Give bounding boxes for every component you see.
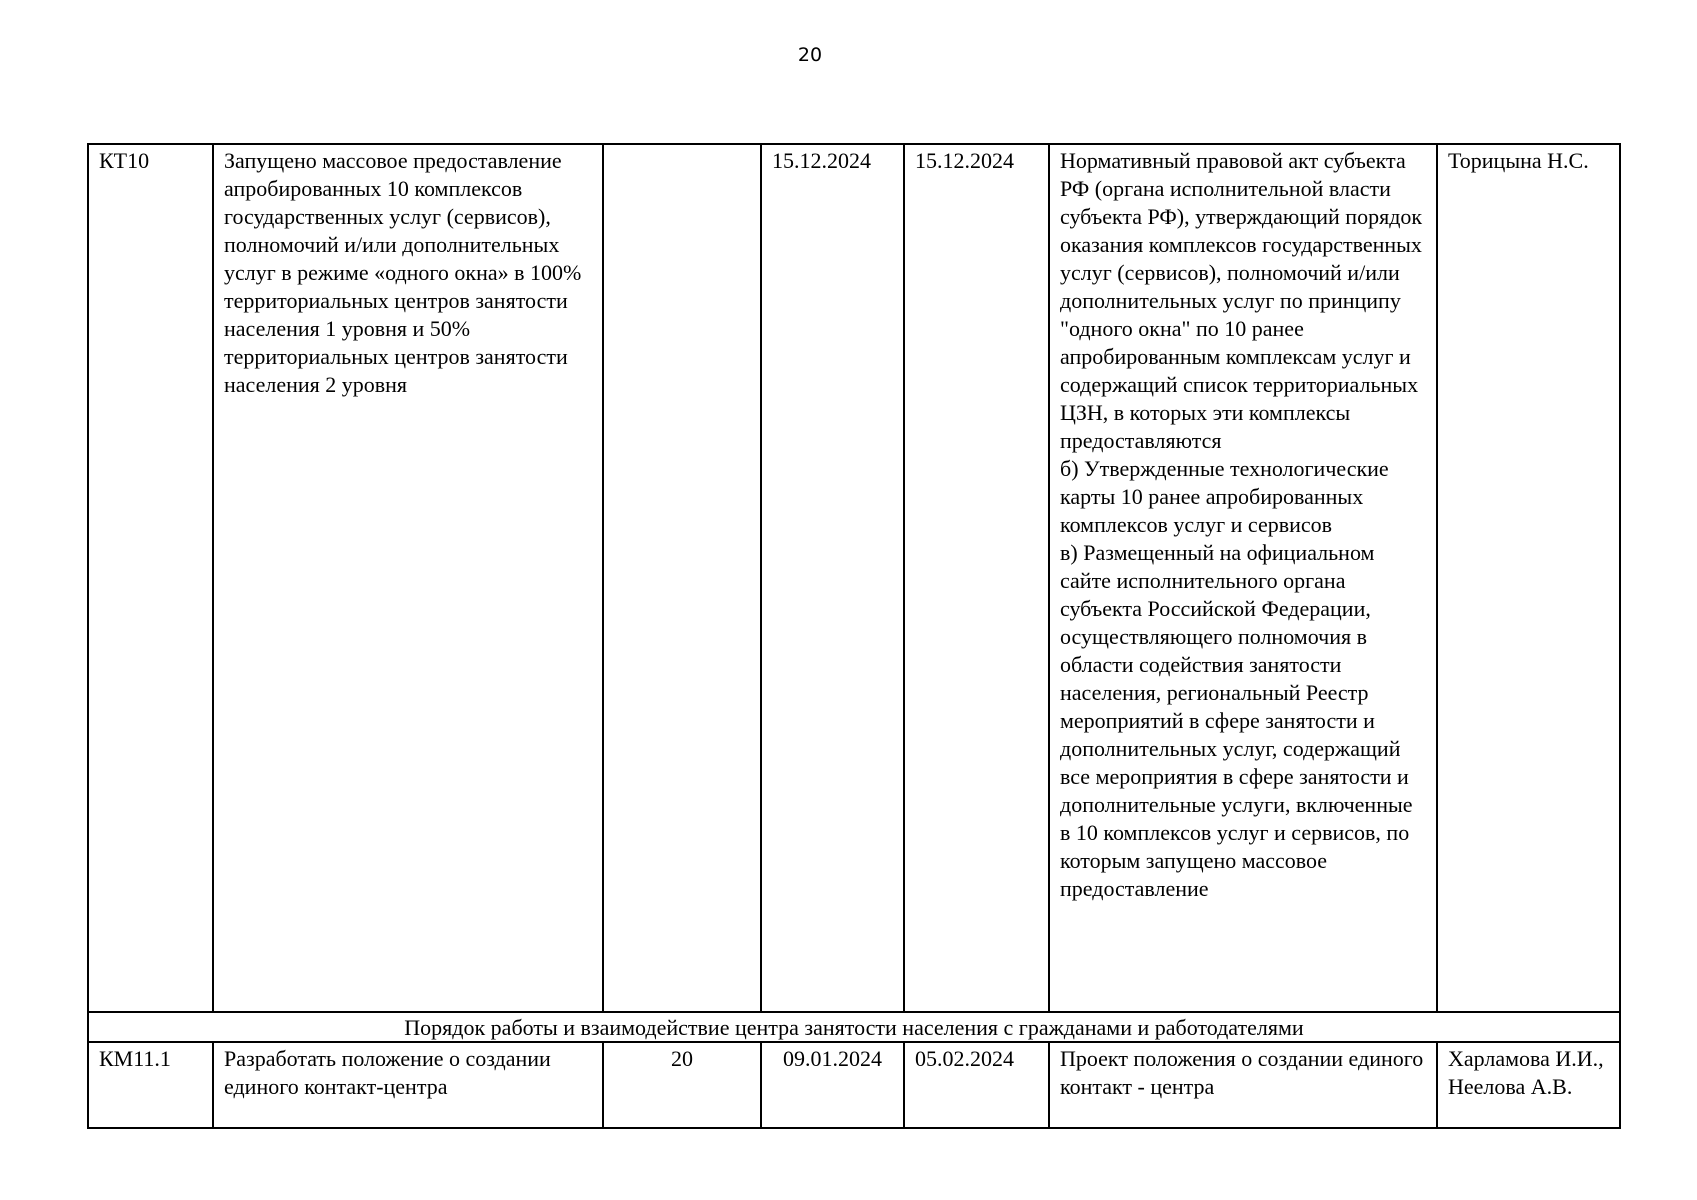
row-start-date: 15.12.2024 (761, 144, 904, 1012)
row-duration (603, 144, 761, 1012)
row-responsible: Торицына Н.С. (1437, 144, 1620, 1012)
row-responsible: Харламова И.И., Неелова А.В. (1437, 1042, 1620, 1128)
row-code: КМ11.1 (88, 1042, 213, 1128)
plan-table (87, 143, 1621, 1129)
row-duration: 20 (603, 1042, 761, 1128)
row-result: Проект положения о создании единого контакт - центра (1049, 1042, 1437, 1128)
row-result: Нормативный правовой акт субъекта РФ (органа исполнительной власти субъекта РФ), утверждающий порядок оказания комплексов государственных услуг (сервисов), полномочий и/или дополнительных услуг по принципу "одного окна" по 10 ранее апробированным комплексам услуг и содержащий список территориальных ЦЗН, в которых эти комплексы предоставляются б) Утвержденные технологические карты 10 ранее апробированных комплексов услуг и сервисов в) Размещенный на официальном сайте исполнительного органа субъекта Российской Федерации, осуществляющего полномочия в области содействия занятости населения, региональный Реестр мероприятий в сфере занятости и дополнительных услуг, содержащий все мероприятия в сфере занятости и дополнительные услуги, включенные в 10 комплексов услуг и сервисов, по которым запущено массовое предоставление (1049, 144, 1437, 1012)
table-row (88, 144, 1620, 1012)
row-end-date: 05.02.2024 (904, 1042, 1049, 1128)
section-row (88, 1012, 1620, 1042)
row-end-date: 15.12.2024 (904, 144, 1049, 1012)
row-code: КТ10 (88, 144, 213, 1012)
table-row (88, 1042, 1620, 1128)
row-description: Разработать положение о создании единого контакт-центра (213, 1042, 603, 1128)
row-description: Запущено массовое предоставление апробированных 10 комплексов государственных услуг (сервисов), полномочий и/или дополнительных услуг в режиме «одного окна» в 100% территориальных центров занятости населения 1 уровня и 50% территориальных центров занятости населения 2 уровня (213, 144, 603, 1012)
section-title: Порядок работы и взаимодействие центра занятости населения с гражданами и работодателями (88, 1012, 1620, 1042)
page-number: 20 (797, 44, 823, 66)
row-start-date: 09.01.2024 (761, 1042, 904, 1128)
